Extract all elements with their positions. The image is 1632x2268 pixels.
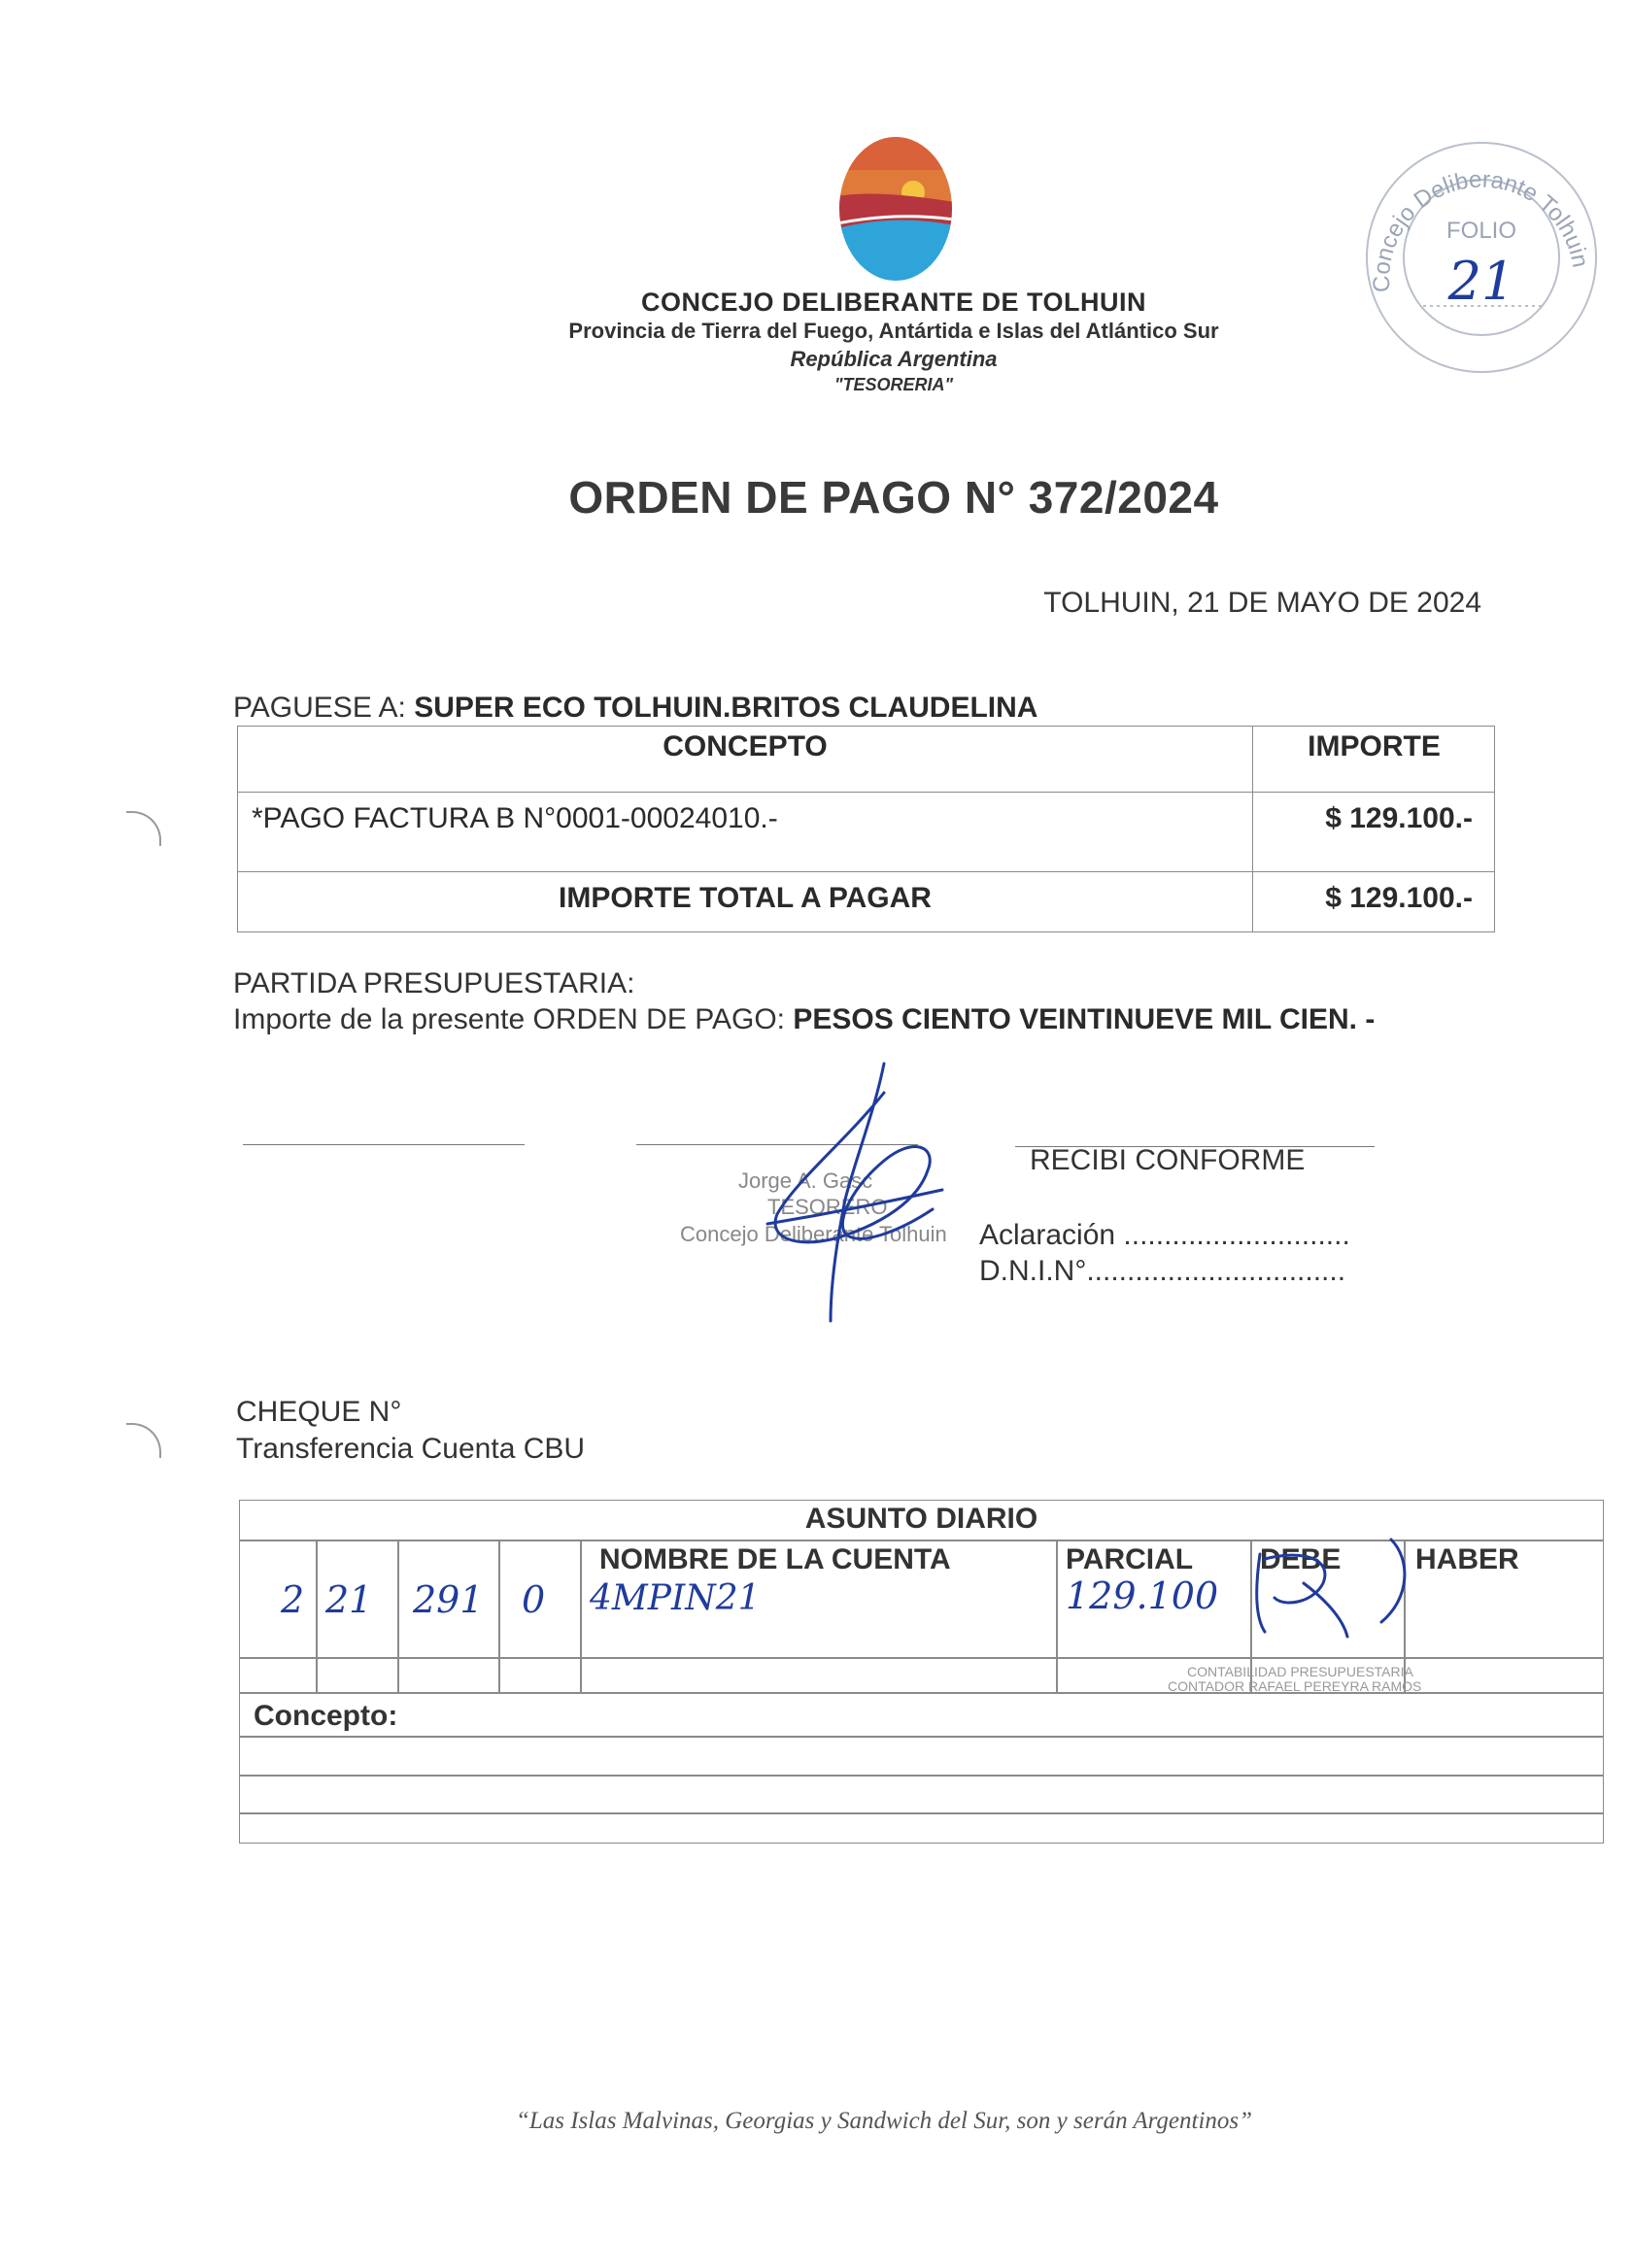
handwritten-code-3: 291 xyxy=(413,1578,484,1621)
punch-hole-mark xyxy=(126,1423,161,1458)
institution-name: CONCEJO DELIBERANTE DE TOLHUIN xyxy=(640,288,1147,317)
payee-name: SUPER ECO TOLHUIN.BRITOS CLAUDELINA xyxy=(414,692,1038,724)
folio-stamp xyxy=(1360,136,1603,379)
journal-title: ASUNTO DIARIO xyxy=(804,1503,1038,1535)
institution-logo xyxy=(837,136,954,282)
payment-table xyxy=(237,726,1495,932)
treasurer-role: TESORERO xyxy=(767,1195,888,1219)
treasurer-signature xyxy=(738,1054,991,1326)
payee-label: PAGUESE A: xyxy=(233,692,415,724)
amount-words-value: PESOS CIENTO VEINTINUEVE MIL CIEN. - xyxy=(793,1003,1376,1035)
footer-motto: “Las Islas Malvinas, Georgias y Sandwich del Sur, son y serán Argentinos” xyxy=(515,2108,1253,2134)
stamp-ring-text: Concejo Deliberante Tolhuin xyxy=(1368,166,1594,293)
budget-line: PARTIDA PRESUPUESTARIA: xyxy=(233,967,635,999)
credit-header: HABER xyxy=(1415,1543,1519,1575)
partial-header: PARCIAL xyxy=(1066,1543,1194,1575)
table-row xyxy=(238,793,1495,872)
concept-label: Concepto: xyxy=(254,1700,398,1732)
department-line: "TESORERIA" xyxy=(833,375,954,394)
country-line: República Argentina xyxy=(790,347,998,371)
treasurer-name: Jorge A. Gasc xyxy=(738,1168,873,1193)
stamp-folio-number: 21 xyxy=(1447,251,1515,312)
handwritten-code-4: 0 xyxy=(522,1578,546,1621)
handwritten-code-2: 21 xyxy=(325,1578,373,1621)
punch-hole-mark xyxy=(126,811,161,846)
amount-words-label: Importe de la presente ORDEN DE PAGO: xyxy=(233,1003,794,1035)
province-line: Provincia de Tierra del Fuego, Antártida e Islas del Atlántico Sur xyxy=(568,319,1219,343)
debit-header: DEBE xyxy=(1260,1543,1342,1575)
signature-line xyxy=(243,1144,525,1145)
accounting-stamp-line: CONTADOR RAFAEL PEREYRA RAMOS xyxy=(1168,1678,1422,1694)
concept-cell: *PAGO FACTURA B N°0001-00024010.- xyxy=(238,793,1253,872)
amount-header: IMPORTE xyxy=(1253,727,1495,793)
handwritten-partial: 129.100 xyxy=(1066,1574,1219,1617)
account-name-header: NOMBRE DE LA CUENTA xyxy=(599,1543,951,1575)
journal-entry-box xyxy=(239,1500,1604,1844)
handwritten-account: 4MPIN21 xyxy=(590,1578,761,1618)
debit-initials-signature xyxy=(1245,1530,1420,1646)
handwritten-code-1: 2 xyxy=(281,1578,305,1621)
payee-line xyxy=(233,692,1037,725)
accounting-stamp-line: CONTABILIDAD PRESUPUESTARIA xyxy=(1187,1664,1413,1679)
treasurer-org: Concejo Deliberante Tolhuin xyxy=(680,1222,947,1246)
cheque-label: CHEQUE N° xyxy=(236,1396,402,1428)
total-label: IMPORTE TOTAL A PAGAR xyxy=(238,872,1253,932)
amount-cell: $ 129.100.- xyxy=(1253,793,1495,872)
concept-header: CONCEPTO xyxy=(238,727,1253,793)
amount-in-words xyxy=(233,1003,1375,1036)
clarification-field: Aclaración ............................ xyxy=(979,1219,1350,1251)
document-title: ORDEN DE PAGO N° 372/2024 xyxy=(568,472,1219,523)
date-line: TOLHUIN, 21 DE MAYO DE 2024 xyxy=(1043,587,1481,619)
total-amount: $ 129.100.- xyxy=(1253,872,1495,932)
stamp-folio-label: FOLIO xyxy=(1445,218,1517,244)
dni-field: D.N.I.N°................................ xyxy=(979,1255,1346,1287)
received-label: RECIBI CONFORME xyxy=(1030,1144,1306,1176)
transfer-label: Transferencia Cuenta CBU xyxy=(236,1433,586,1465)
